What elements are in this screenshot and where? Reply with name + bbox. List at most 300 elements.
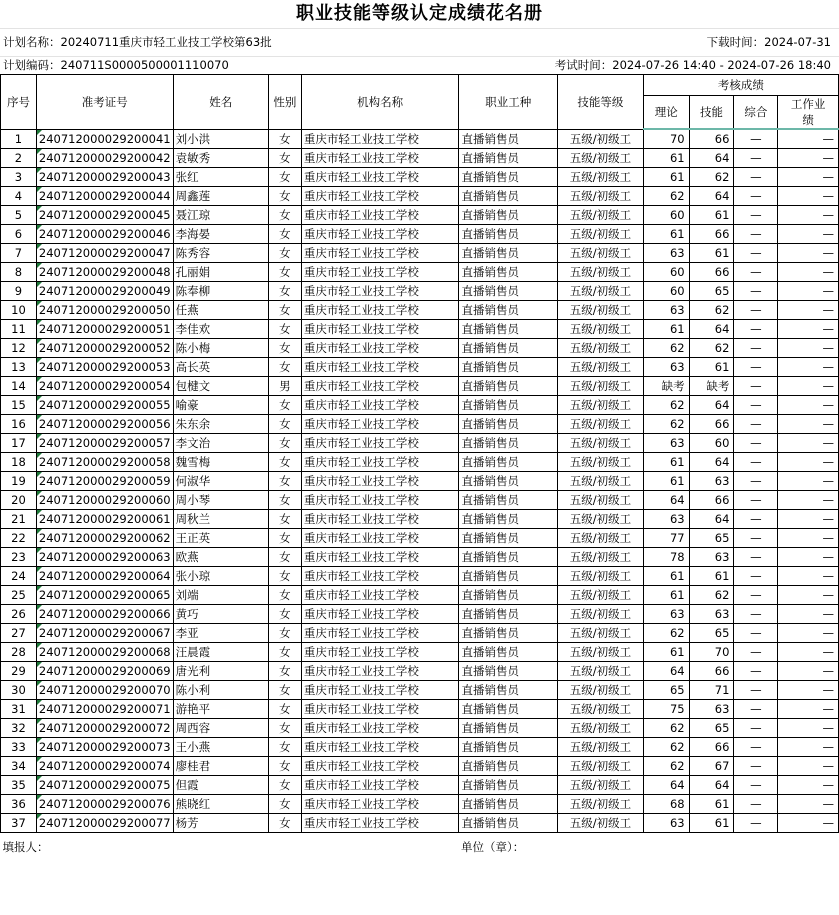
org-cell: 重庆市轻工业技工学校	[301, 453, 459, 472]
skill-score-cell: 64	[689, 187, 734, 206]
page-title: 职业技能等级认定成绩花名册	[296, 3, 543, 24]
performance-cell: —	[778, 643, 839, 662]
performance-cell: —	[778, 662, 839, 681]
org-cell: 重庆市轻工业技工学校	[301, 814, 459, 833]
skill-score-cell: 61	[689, 567, 734, 586]
org-cell: 重庆市轻工业技工学校	[301, 586, 459, 605]
job-cell: 直播销售员	[459, 244, 558, 263]
skill-score-cell: 61	[689, 358, 734, 377]
job-cell: 直播销售员	[459, 320, 558, 339]
ticket-cell: 240712000029200062	[36, 529, 173, 548]
job-cell: 直播销售员	[459, 510, 558, 529]
theory-score-cell: 77	[643, 529, 689, 548]
performance-cell: —	[778, 377, 839, 396]
overall-score-cell: —	[734, 377, 778, 396]
job-cell: 直播销售员	[459, 814, 558, 833]
filler-label: 填报人：	[2, 840, 49, 854]
ticket-cell: 240712000029200075	[36, 776, 173, 795]
level-cell: 五级/初级工	[558, 738, 644, 757]
table-row	[1, 396, 839, 415]
level-cell: 五级/初级工	[558, 339, 644, 358]
theory-score-cell: 62	[643, 187, 689, 206]
ticket-cell: 240712000029200064	[36, 567, 173, 586]
overall-score-cell: —	[734, 320, 778, 339]
header-level: 技能等级	[558, 75, 644, 130]
job-cell: 直播销售员	[459, 187, 558, 206]
performance-cell: —	[778, 795, 839, 814]
table-row	[1, 491, 839, 510]
ticket-cell: 240712000029200068	[36, 643, 173, 662]
name-cell: 刘小洪	[173, 129, 268, 149]
table-row	[1, 339, 839, 358]
job-cell: 直播销售员	[459, 662, 558, 681]
org-cell: 重庆市轻工业技工学校	[301, 738, 459, 757]
org-cell: 重庆市轻工业技工学校	[301, 491, 459, 510]
skill-score-cell: 66	[689, 738, 734, 757]
theory-score-cell: 75	[643, 700, 689, 719]
name-cell: 周小琴	[173, 491, 268, 510]
overall-score-cell: —	[734, 129, 778, 149]
skill-score-cell: 71	[689, 681, 734, 700]
table-row	[1, 453, 839, 472]
table-row	[1, 567, 839, 586]
skill-score-cell: 66	[689, 263, 734, 282]
overall-score-cell: —	[734, 586, 778, 605]
theory-score-cell: 68	[643, 795, 689, 814]
org-cell: 重庆市轻工业技工学校	[301, 681, 459, 700]
ticket-cell: 240712000029200074	[36, 757, 173, 776]
level-cell: 五级/初级工	[558, 567, 644, 586]
job-cell: 直播销售员	[459, 149, 558, 168]
job-cell: 直播销售员	[459, 301, 558, 320]
seq-cell: 34	[1, 757, 37, 776]
gender-cell: 女	[268, 263, 301, 282]
overall-score-cell: —	[734, 472, 778, 491]
gender-cell: 女	[268, 244, 301, 263]
performance-cell: —	[778, 339, 839, 358]
level-cell: 五级/初级工	[558, 377, 644, 396]
gender-cell: 女	[268, 168, 301, 187]
ticket-cell: 240712000029200044	[36, 187, 173, 206]
performance-cell: —	[778, 320, 839, 339]
ticket-cell: 240712000029200054	[36, 377, 173, 396]
performance-cell: —	[778, 415, 839, 434]
level-cell: 五级/初级工	[558, 434, 644, 453]
org-cell: 重庆市轻工业技工学校	[301, 605, 459, 624]
header-performance: 工作业绩	[778, 96, 839, 130]
name-cell: 陈秀容	[173, 244, 268, 263]
job-cell: 直播销售员	[459, 681, 558, 700]
table-row	[1, 700, 839, 719]
overall-score-cell: —	[734, 244, 778, 263]
gender-cell: 女	[268, 624, 301, 643]
gender-cell: 女	[268, 320, 301, 339]
overall-score-cell: —	[734, 263, 778, 282]
performance-cell: —	[778, 757, 839, 776]
org-cell: 重庆市轻工业技工学校	[301, 377, 459, 396]
job-cell: 直播销售员	[459, 434, 558, 453]
name-cell: 李海晏	[173, 225, 268, 244]
job-cell: 直播销售员	[459, 548, 558, 567]
gender-cell: 女	[268, 225, 301, 244]
seq-cell: 21	[1, 510, 37, 529]
seq-cell: 33	[1, 738, 37, 757]
theory-score-cell: 60	[643, 263, 689, 282]
seq-cell: 35	[1, 776, 37, 795]
performance-cell: —	[778, 510, 839, 529]
skill-score-cell: 62	[689, 586, 734, 605]
org-cell: 重庆市轻工业技工学校	[301, 510, 459, 529]
table-row	[1, 624, 839, 643]
theory-score-cell: 62	[643, 624, 689, 643]
org-cell: 重庆市轻工业技工学校	[301, 358, 459, 377]
ticket-cell: 240712000029200058	[36, 453, 173, 472]
skill-score-cell: 60	[689, 434, 734, 453]
job-cell: 直播销售员	[459, 491, 558, 510]
org-cell: 重庆市轻工业技工学校	[301, 396, 459, 415]
seq-cell: 27	[1, 624, 37, 643]
seq-cell: 31	[1, 700, 37, 719]
seq-cell: 36	[1, 795, 37, 814]
ticket-cell: 240712000029200077	[36, 814, 173, 833]
skill-score-cell: 66	[689, 129, 734, 149]
seq-cell: 32	[1, 719, 37, 738]
overall-score-cell: —	[734, 187, 778, 206]
table-row	[1, 129, 839, 149]
overall-score-cell: —	[734, 624, 778, 643]
plan-name: 计划名称：20240711重庆市轻工业技工学校第63批	[3, 35, 272, 49]
org-cell: 重庆市轻工业技工学校	[301, 187, 459, 206]
header-ticket: 准考证号	[36, 75, 173, 130]
seq-cell: 16	[1, 415, 37, 434]
gender-cell: 女	[268, 795, 301, 814]
level-cell: 五级/初级工	[558, 814, 644, 833]
theory-score-cell: 61	[643, 643, 689, 662]
job-cell: 直播销售员	[459, 263, 558, 282]
theory-score-cell: 65	[643, 681, 689, 700]
ticket-cell: 240712000029200060	[36, 491, 173, 510]
performance-cell: —	[778, 168, 839, 187]
gender-cell: 女	[268, 339, 301, 358]
skill-score-cell: 64	[689, 149, 734, 168]
ticket-cell: 240712000029200050	[36, 301, 173, 320]
gender-cell: 女	[268, 776, 301, 795]
level-cell: 五级/初级工	[558, 396, 644, 415]
ticket-cell: 240712000029200065	[36, 586, 173, 605]
table-row	[1, 510, 839, 529]
job-cell: 直播销售员	[459, 129, 558, 149]
gender-cell: 女	[268, 415, 301, 434]
org-cell: 重庆市轻工业技工学校	[301, 225, 459, 244]
overall-score-cell: —	[734, 643, 778, 662]
overall-score-cell: —	[734, 738, 778, 757]
org-cell: 重庆市轻工业技工学校	[301, 567, 459, 586]
performance-cell: —	[778, 776, 839, 795]
performance-cell: —	[778, 453, 839, 472]
table-row	[1, 472, 839, 491]
level-cell: 五级/初级工	[558, 263, 644, 282]
table-row	[1, 529, 839, 548]
gender-cell: 女	[268, 681, 301, 700]
performance-cell: —	[778, 149, 839, 168]
level-cell: 五级/初级工	[558, 757, 644, 776]
seq-cell: 18	[1, 453, 37, 472]
name-cell: 陈小梅	[173, 339, 268, 358]
gender-cell: 女	[268, 510, 301, 529]
table-row	[1, 605, 839, 624]
gender-cell: 女	[268, 719, 301, 738]
performance-cell: —	[778, 681, 839, 700]
name-cell: 刘端	[173, 586, 268, 605]
level-cell: 五级/初级工	[558, 358, 644, 377]
theory-score-cell: 63	[643, 605, 689, 624]
overall-score-cell: —	[734, 529, 778, 548]
gender-cell: 女	[268, 567, 301, 586]
gender-cell: 女	[268, 548, 301, 567]
theory-score-cell: 61	[643, 320, 689, 339]
theory-score-cell: 64	[643, 776, 689, 795]
level-cell: 五级/初级工	[558, 282, 644, 301]
name-cell: 陈小利	[173, 681, 268, 700]
skill-score-cell: 62	[689, 168, 734, 187]
skill-score-cell: 66	[689, 225, 734, 244]
theory-score-cell: 61	[643, 472, 689, 491]
skill-score-cell: 64	[689, 396, 734, 415]
ticket-cell: 240712000029200066	[36, 605, 173, 624]
overall-score-cell: —	[734, 301, 778, 320]
org-cell: 重庆市轻工业技工学校	[301, 662, 459, 681]
table-body	[1, 129, 839, 833]
table-row	[1, 301, 839, 320]
level-cell: 五级/初级工	[558, 605, 644, 624]
skill-score-cell: 62	[689, 301, 734, 320]
skill-score-cell: 63	[689, 605, 734, 624]
name-cell: 喻豪	[173, 396, 268, 415]
header-overall: 综合	[734, 96, 778, 130]
ticket-cell: 240712000029200041	[36, 129, 173, 149]
seq-cell: 37	[1, 814, 37, 833]
ticket-cell: 240712000029200055	[36, 396, 173, 415]
org-cell: 重庆市轻工业技工学校	[301, 719, 459, 738]
skill-score-cell: 62	[689, 339, 734, 358]
ticket-cell: 240712000029200048	[36, 263, 173, 282]
seq-cell: 15	[1, 396, 37, 415]
gender-cell: 女	[268, 472, 301, 491]
gender-cell: 女	[268, 586, 301, 605]
table-row	[1, 320, 839, 339]
level-cell: 五级/初级工	[558, 586, 644, 605]
skill-score-cell: 66	[689, 491, 734, 510]
table-row	[1, 168, 839, 187]
overall-score-cell: —	[734, 149, 778, 168]
level-cell: 五级/初级工	[558, 187, 644, 206]
header-seq: 序号	[1, 75, 37, 130]
seq-cell: 1	[1, 129, 37, 149]
table-row	[1, 225, 839, 244]
skill-score-cell: 64	[689, 453, 734, 472]
gender-cell: 女	[268, 129, 301, 149]
seq-cell: 22	[1, 529, 37, 548]
job-cell: 直播销售员	[459, 795, 558, 814]
org-cell: 重庆市轻工业技工学校	[301, 129, 459, 149]
gender-cell: 女	[268, 491, 301, 510]
name-cell: 朱东余	[173, 415, 268, 434]
skill-score-cell: 64	[689, 510, 734, 529]
level-cell: 五级/初级工	[558, 643, 644, 662]
gender-cell: 女	[268, 396, 301, 415]
org-cell: 重庆市轻工业技工学校	[301, 339, 459, 358]
seq-cell: 2	[1, 149, 37, 168]
skill-score-cell: 66	[689, 662, 734, 681]
overall-score-cell: —	[734, 282, 778, 301]
theory-score-cell: 62	[643, 738, 689, 757]
gender-cell: 女	[268, 529, 301, 548]
ticket-cell: 240712000029200051	[36, 320, 173, 339]
table-row	[1, 643, 839, 662]
performance-cell: —	[778, 129, 839, 149]
overall-score-cell: —	[734, 776, 778, 795]
name-cell: 李文治	[173, 434, 268, 453]
level-cell: 五级/初级工	[558, 244, 644, 263]
seq-cell: 12	[1, 339, 37, 358]
theory-score-cell: 缺考	[643, 377, 689, 396]
gender-cell: 女	[268, 643, 301, 662]
job-cell: 直播销售员	[459, 567, 558, 586]
seq-cell: 26	[1, 605, 37, 624]
skill-score-cell: 63	[689, 472, 734, 491]
name-cell: 魏雪梅	[173, 453, 268, 472]
theory-score-cell: 62	[643, 757, 689, 776]
performance-cell: —	[778, 282, 839, 301]
overall-score-cell: —	[734, 700, 778, 719]
seq-cell: 24	[1, 567, 37, 586]
name-cell: 王小燕	[173, 738, 268, 757]
overall-score-cell: —	[734, 225, 778, 244]
job-cell: 直播销售员	[459, 396, 558, 415]
overall-score-cell: —	[734, 339, 778, 358]
name-cell: 游艳平	[173, 700, 268, 719]
overall-score-cell: —	[734, 415, 778, 434]
performance-cell: —	[778, 624, 839, 643]
overall-score-cell: —	[734, 567, 778, 586]
gender-cell: 女	[268, 282, 301, 301]
level-cell: 五级/初级工	[558, 548, 644, 567]
gender-cell: 女	[268, 149, 301, 168]
theory-score-cell: 62	[643, 719, 689, 738]
gender-cell: 女	[268, 738, 301, 757]
overall-score-cell: —	[734, 681, 778, 700]
performance-cell: —	[778, 548, 839, 567]
gender-cell: 女	[268, 358, 301, 377]
job-cell: 直播销售员	[459, 757, 558, 776]
theory-score-cell: 63	[643, 358, 689, 377]
org-cell: 重庆市轻工业技工学校	[301, 529, 459, 548]
gender-cell: 女	[268, 605, 301, 624]
ticket-cell: 240712000029200056	[36, 415, 173, 434]
download-time: 下载时间：2024-07-31	[706, 35, 831, 49]
ticket-cell: 240712000029200072	[36, 719, 173, 738]
performance-cell: —	[778, 301, 839, 320]
exam-time: 考试时间：2024-07-26 14:40 - 2024-07-26 18:40	[554, 58, 831, 72]
table-row	[1, 814, 839, 833]
job-cell: 直播销售员	[459, 586, 558, 605]
name-cell: 周秋兰	[173, 510, 268, 529]
ticket-cell: 240712000029200059	[36, 472, 173, 491]
seq-cell: 30	[1, 681, 37, 700]
ticket-cell: 240712000029200049	[36, 282, 173, 301]
gender-cell: 女	[268, 301, 301, 320]
job-cell: 直播销售员	[459, 605, 558, 624]
overall-score-cell: —	[734, 795, 778, 814]
level-cell: 五级/初级工	[558, 624, 644, 643]
name-cell: 王正英	[173, 529, 268, 548]
ticket-cell: 240712000029200043	[36, 168, 173, 187]
theory-score-cell: 62	[643, 339, 689, 358]
level-cell: 五级/初级工	[558, 529, 644, 548]
job-cell: 直播销售员	[459, 339, 558, 358]
ticket-cell: 240712000029200071	[36, 700, 173, 719]
org-cell: 重庆市轻工业技工学校	[301, 434, 459, 453]
score-table	[0, 74, 839, 861]
overall-score-cell: —	[734, 358, 778, 377]
org-cell: 重庆市轻工业技工学校	[301, 149, 459, 168]
performance-cell: —	[778, 358, 839, 377]
name-cell: 廖桂君	[173, 757, 268, 776]
seq-cell: 23	[1, 548, 37, 567]
header-theory: 理论	[643, 96, 689, 130]
seq-cell: 20	[1, 491, 37, 510]
job-cell: 直播销售员	[459, 453, 558, 472]
level-cell: 五级/初级工	[558, 415, 644, 434]
job-cell: 直播销售员	[459, 358, 558, 377]
performance-cell: —	[778, 225, 839, 244]
ticket-cell: 240712000029200070	[36, 681, 173, 700]
name-cell: 汪晨霞	[173, 643, 268, 662]
seq-cell: 5	[1, 206, 37, 225]
table-row	[1, 662, 839, 681]
level-cell: 五级/初级工	[558, 776, 644, 795]
skill-score-cell: 缺考	[689, 377, 734, 396]
table-row	[1, 415, 839, 434]
table-row	[1, 377, 839, 396]
performance-cell: —	[778, 434, 839, 453]
org-cell: 重庆市轻工业技工学校	[301, 757, 459, 776]
name-cell: 但霞	[173, 776, 268, 795]
performance-cell: —	[778, 700, 839, 719]
overall-score-cell: —	[734, 719, 778, 738]
level-cell: 五级/初级工	[558, 795, 644, 814]
job-cell: 直播销售员	[459, 415, 558, 434]
org-cell: 重庆市轻工业技工学校	[301, 776, 459, 795]
skill-score-cell: 63	[689, 548, 734, 567]
gender-cell: 女	[268, 187, 301, 206]
theory-score-cell: 61	[643, 149, 689, 168]
performance-cell: —	[778, 244, 839, 263]
ticket-cell: 240712000029200052	[36, 339, 173, 358]
gender-cell: 男	[268, 377, 301, 396]
theory-score-cell: 61	[643, 225, 689, 244]
theory-score-cell: 61	[643, 567, 689, 586]
job-cell: 直播销售员	[459, 282, 558, 301]
ticket-cell: 240712000029200042	[36, 149, 173, 168]
theory-score-cell: 61	[643, 168, 689, 187]
skill-score-cell: 66	[689, 415, 734, 434]
table-row	[1, 738, 839, 757]
seq-cell: 10	[1, 301, 37, 320]
skill-score-cell: 70	[689, 643, 734, 662]
performance-cell: —	[778, 567, 839, 586]
org-cell: 重庆市轻工业技工学校	[301, 700, 459, 719]
